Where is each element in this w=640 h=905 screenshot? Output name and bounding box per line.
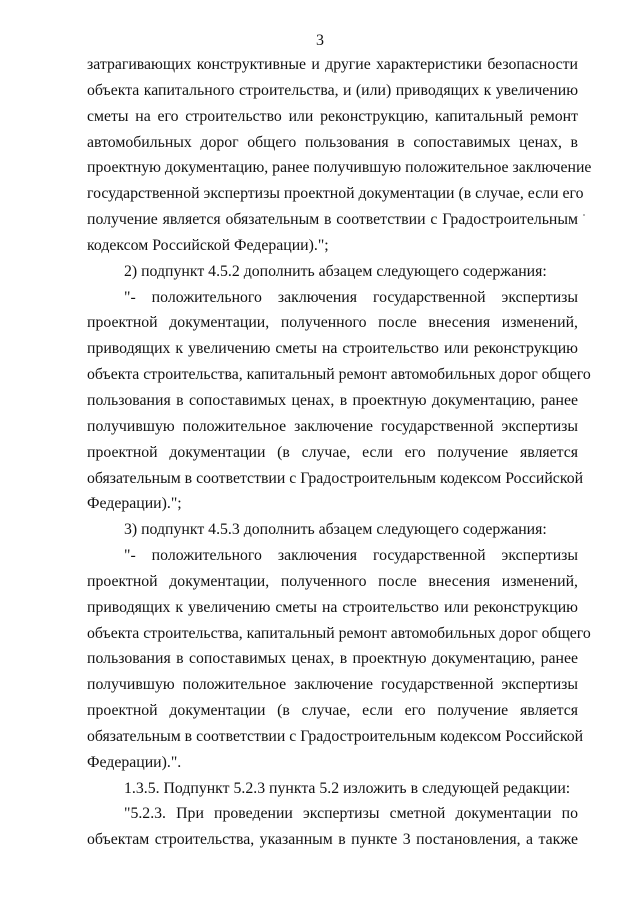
text-line: пользования в сопоставимых ценах, в проектную документацию, ранее <box>87 391 578 409</box>
text-line: кодексом Российской Федерации)."; <box>87 236 329 254</box>
text-line: получившую положительное заключение государственной экспертизы <box>87 676 578 694</box>
text-line: приводящих к увеличению сметы на строительство или реконструкцию <box>87 598 578 616</box>
text-line: Федерации).". <box>87 753 182 771</box>
text-line: приводящих к увеличению сметы на строительство или реконструкцию <box>87 340 578 358</box>
text-line: обязательным в соответствии с Градостроительным кодексом Российской <box>87 469 584 487</box>
text-line: получившую положительное заключение государственной экспертизы <box>87 417 578 435</box>
document-body <box>87 52 592 853</box>
text-line: объектам строительства, указанным в пункте 3 постановления, а также <box>87 831 578 849</box>
text-line: "- положительного заключения государственной экспертизы <box>124 288 578 306</box>
text-line: проектную документацию, ранее получившую положительное заключение <box>87 159 592 177</box>
text-line: объекта капитального строительства, и (или) приводящих к увеличению <box>87 81 578 99</box>
text-line: государственной экспертизы проектной документации (в случае, если его <box>87 185 584 203</box>
text-line: объекта строительства, капитальный ремонт автомобильных дорог общего <box>87 624 591 642</box>
text-line: пользования в сопоставимых ценах, в проектную документацию, ранее <box>87 650 578 668</box>
text-line: проектной документации, полученного после внесения изменений, <box>87 314 578 332</box>
text-line: автомобильных дорог общего пользования в сопоставимых ценах, в <box>87 133 578 151</box>
text-line: получение является обязательным в соответствии с Градостроительным <box>87 211 578 229</box>
page-number: 3 <box>316 32 324 49</box>
text-line: затрагивающих конструктивные и другие характеристики безопасности <box>87 56 578 73</box>
scan-speck <box>583 214 585 216</box>
text-line: проектной документации (в случае, если его получение является <box>87 702 578 720</box>
text-line: объекта строительства, капитальный ремонт автомобильных дорог общего <box>87 366 591 384</box>
text-line: сметы на его строительство или реконструкцию, капитальный ремонт <box>87 107 578 125</box>
text-line: "5.2.3. При проведении экспертизы сметной документации по <box>124 805 578 823</box>
text-line: обязательным в соответствии с Градостроительным кодексом Российской <box>87 727 584 745</box>
text-line: 3) подпункт 4.5.3 дополнить абзацем следующего содержания: <box>124 521 547 539</box>
text-line: "- положительного заключения государственной экспертизы <box>124 547 578 565</box>
text-line: Федерации)."; <box>87 495 182 513</box>
text-line: проектной документации, полученного после внесения изменений, <box>87 572 578 590</box>
text-line: проектной документации (в случае, если его получение является <box>87 443 578 461</box>
text-line: 2) подпункт 4.5.2 дополнить абзацем следующего содержания: <box>124 262 547 280</box>
text-line: 1.3.5. Подпункт 5.2.3 пункта 5.2 изложить в следующей редакции: <box>124 779 571 797</box>
